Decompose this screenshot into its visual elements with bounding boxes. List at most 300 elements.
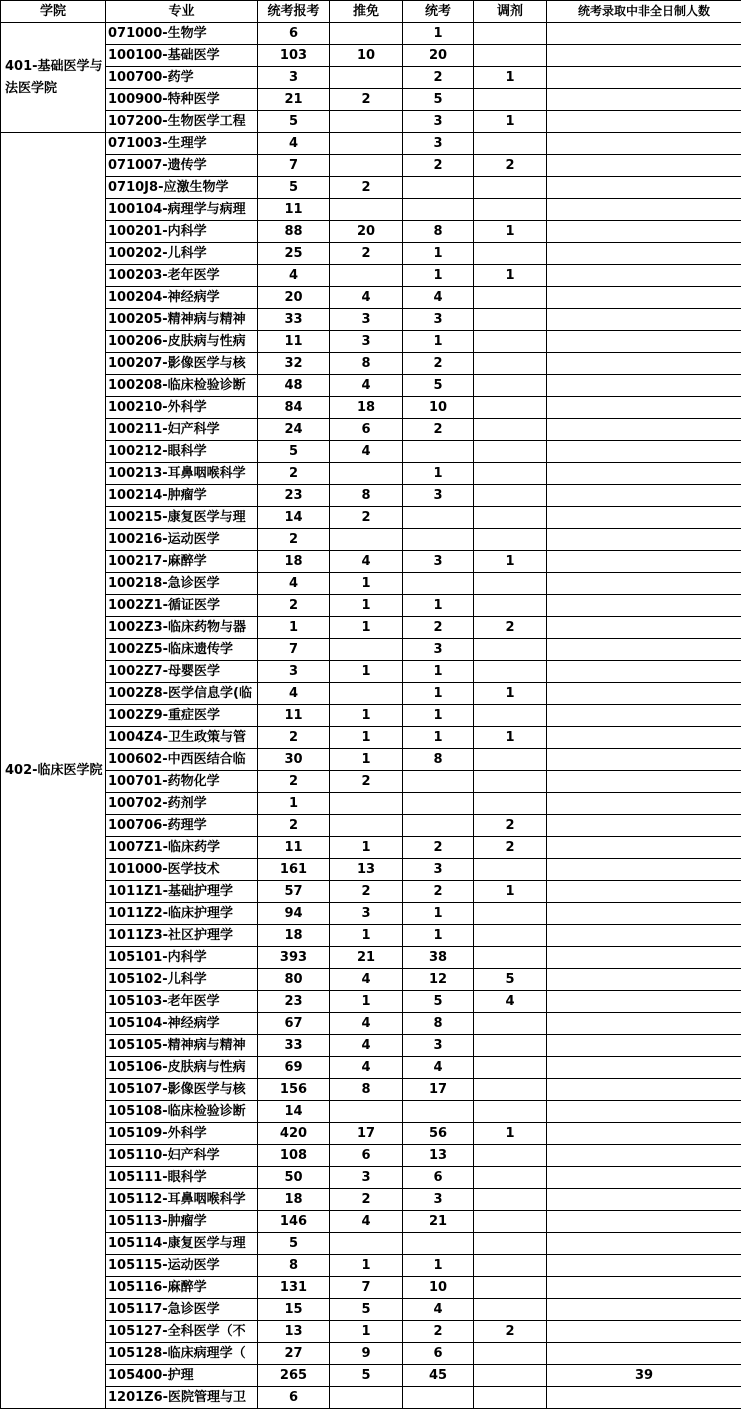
table-row: [1, 353, 741, 375]
cell-exam-applicants: 30: [258, 749, 330, 771]
cell-exam-applicants: 25: [258, 243, 330, 265]
cell-transfer: [474, 463, 547, 485]
cell-transfer: 2: [474, 155, 547, 177]
table-row: [1, 155, 741, 177]
cell-major: 100701-药物化学: [106, 771, 258, 793]
cell-exam-admitted: 6: [403, 1167, 474, 1189]
cell-recommended: 4: [330, 551, 403, 573]
table-row: [1, 529, 741, 551]
cell-part-time: [547, 23, 741, 45]
cell-recommended: [330, 463, 403, 485]
table-row: [1, 67, 741, 89]
cell-part-time: [547, 287, 741, 309]
table-row: [1, 837, 741, 859]
table-row: [1, 573, 741, 595]
cell-part-time: [547, 837, 741, 859]
cell-major: 105103-老年医学: [106, 991, 258, 1013]
cell-part-time: 39: [547, 1365, 741, 1387]
cell-part-time: [547, 727, 741, 749]
cell-exam-admitted: [403, 1387, 474, 1409]
cell-transfer: [474, 507, 547, 529]
cell-exam-admitted: 2: [403, 419, 474, 441]
cell-recommended: [330, 529, 403, 551]
cell-part-time: [547, 221, 741, 243]
cell-exam-admitted: [403, 529, 474, 551]
cell-recommended: 4: [330, 441, 403, 463]
cell-major: 105110-妇产科学: [106, 1145, 258, 1167]
table-row: [1, 309, 741, 331]
cell-exam-applicants: 5: [258, 111, 330, 133]
cell-major: 105101-内科学: [106, 947, 258, 969]
cell-transfer: 4: [474, 991, 547, 1013]
table-row: [1, 595, 741, 617]
cell-recommended: 4: [330, 969, 403, 991]
cell-exam-applicants: 1: [258, 793, 330, 815]
cell-major: 105111-眼科学: [106, 1167, 258, 1189]
cell-major: 105104-神经病学: [106, 1013, 258, 1035]
cell-exam-applicants: 6: [258, 1387, 330, 1409]
cell-major: 100206-皮肤病与性病: [106, 331, 258, 353]
cell-recommended: [330, 683, 403, 705]
cell-recommended: 13: [330, 859, 403, 881]
cell-major: 100706-药理学: [106, 815, 258, 837]
table-row: [1, 133, 741, 155]
cell-recommended: 4: [330, 375, 403, 397]
table-row: [1, 375, 741, 397]
cell-exam-admitted: 3: [403, 859, 474, 881]
cell-part-time: [547, 815, 741, 837]
cell-exam-admitted: 3: [403, 309, 474, 331]
cell-recommended: 8: [330, 353, 403, 375]
cell-recommended: 2: [330, 1189, 403, 1211]
table-row: [1, 397, 741, 419]
cell-part-time: [547, 1079, 741, 1101]
cell-recommended: 4: [330, 287, 403, 309]
cell-exam-admitted: 1: [403, 595, 474, 617]
cell-transfer: [474, 771, 547, 793]
cell-transfer: [474, 1167, 547, 1189]
cell-exam-applicants: 23: [258, 991, 330, 1013]
cell-exam-admitted: 6: [403, 1343, 474, 1365]
cell-transfer: [474, 331, 547, 353]
cell-part-time: [547, 265, 741, 287]
cell-part-time: [547, 705, 741, 727]
header-transfer: 调剂: [474, 1, 547, 23]
cell-major: 1004Z4-卫生政策与管: [106, 727, 258, 749]
cell-recommended: 5: [330, 1299, 403, 1321]
cell-exam-applicants: 21: [258, 89, 330, 111]
cell-part-time: [547, 309, 741, 331]
cell-part-time: [547, 771, 741, 793]
cell-exam-applicants: 14: [258, 1101, 330, 1123]
cell-part-time: [547, 1101, 741, 1123]
cell-major: 0710J8-应激生物学: [106, 177, 258, 199]
cell-exam-applicants: 11: [258, 331, 330, 353]
cell-part-time: [547, 749, 741, 771]
cell-exam-applicants: 161: [258, 859, 330, 881]
cell-transfer: 2: [474, 837, 547, 859]
cell-exam-admitted: [403, 177, 474, 199]
cell-recommended: 1: [330, 617, 403, 639]
cell-exam-applicants: 33: [258, 1035, 330, 1057]
cell-exam-admitted: 1: [403, 661, 474, 683]
cell-transfer: [474, 45, 547, 67]
cell-major: 105114-康复医学与理: [106, 1233, 258, 1255]
cell-part-time: [547, 133, 741, 155]
cell-recommended: 1: [330, 991, 403, 1013]
cell-recommended: [330, 133, 403, 155]
cell-exam-admitted: 1: [403, 1255, 474, 1277]
cell-part-time: [547, 397, 741, 419]
cell-exam-applicants: 5: [258, 441, 330, 463]
table-row: [1, 1321, 741, 1343]
cell-transfer: [474, 859, 547, 881]
cell-exam-applicants: 32: [258, 353, 330, 375]
cell-recommended: 20: [330, 221, 403, 243]
cell-recommended: 17: [330, 1123, 403, 1145]
cell-exam-applicants: 2: [258, 463, 330, 485]
table-row: [1, 1387, 741, 1409]
cell-exam-applicants: 14: [258, 507, 330, 529]
cell-major: 100213-耳鼻咽喉科学: [106, 463, 258, 485]
cell-exam-admitted: [403, 1233, 474, 1255]
cell-major: 100216-运动医学: [106, 529, 258, 551]
cell-transfer: [474, 573, 547, 595]
cell-part-time: [547, 243, 741, 265]
table-row: [1, 683, 741, 705]
cell-part-time: [547, 991, 741, 1013]
cell-transfer: [474, 89, 547, 111]
cell-part-time: [547, 155, 741, 177]
cell-exam-applicants: 88: [258, 221, 330, 243]
cell-transfer: 1: [474, 265, 547, 287]
table-row: [1, 551, 741, 573]
table-row: [1, 881, 741, 903]
cell-exam-applicants: 67: [258, 1013, 330, 1035]
cell-part-time: [547, 1233, 741, 1255]
table-body: [1, 23, 741, 1409]
cell-exam-applicants: 146: [258, 1211, 330, 1233]
cell-exam-applicants: 18: [258, 925, 330, 947]
cell-exam-admitted: [403, 441, 474, 463]
cell-exam-admitted: 3: [403, 1189, 474, 1211]
header-exam-admitted: 统考: [403, 1, 474, 23]
cell-major: 100210-外科学: [106, 397, 258, 419]
cell-exam-applicants: 23: [258, 485, 330, 507]
cell-exam-applicants: 393: [258, 947, 330, 969]
cell-major: 100104-病理学与病理: [106, 199, 258, 221]
cell-exam-admitted: [403, 793, 474, 815]
table-row: [1, 969, 741, 991]
cell-major: 105400-护理: [106, 1365, 258, 1387]
table-row: [1, 1101, 741, 1123]
cell-transfer: [474, 1079, 547, 1101]
cell-part-time: [547, 1299, 741, 1321]
cell-exam-applicants: 2: [258, 727, 330, 749]
table-row: [1, 1299, 741, 1321]
cell-part-time: [547, 353, 741, 375]
cell-exam-admitted: [403, 199, 474, 221]
cell-exam-applicants: 94: [258, 903, 330, 925]
cell-major: 105112-耳鼻咽喉科学: [106, 1189, 258, 1211]
cell-major: 100208-临床检验诊断: [106, 375, 258, 397]
cell-major: 1011Z1-基础护理学: [106, 881, 258, 903]
table-row: [1, 815, 741, 837]
cell-exam-applicants: 131: [258, 1277, 330, 1299]
cell-major: 100702-药剂学: [106, 793, 258, 815]
cell-recommended: 3: [330, 1167, 403, 1189]
table-row: [1, 661, 741, 683]
cell-exam-applicants: 2: [258, 595, 330, 617]
cell-exam-admitted: 8: [403, 749, 474, 771]
cell-part-time: [547, 177, 741, 199]
cell-part-time: [547, 1321, 741, 1343]
cell-exam-admitted: 56: [403, 1123, 474, 1145]
table-row: [1, 441, 741, 463]
table-row: [1, 177, 741, 199]
cell-major: 105113-肿瘤学: [106, 1211, 258, 1233]
cell-part-time: [547, 45, 741, 67]
cell-major: 100205-精神病与精神: [106, 309, 258, 331]
cell-major: 1002Z3-临床药物与器: [106, 617, 258, 639]
cell-transfer: [474, 1365, 547, 1387]
cell-exam-admitted: 13: [403, 1145, 474, 1167]
cell-exam-admitted: 3: [403, 551, 474, 573]
cell-transfer: 1: [474, 221, 547, 243]
cell-part-time: [547, 441, 741, 463]
cell-exam-applicants: 2: [258, 815, 330, 837]
table-row: [1, 793, 741, 815]
cell-recommended: [330, 265, 403, 287]
cell-recommended: 2: [330, 243, 403, 265]
table-row: [1, 1343, 741, 1365]
cell-exam-applicants: 11: [258, 705, 330, 727]
cell-transfer: [474, 1233, 547, 1255]
cell-major: 101000-医学技术: [106, 859, 258, 881]
cell-major: 105107-影像医学与核: [106, 1079, 258, 1101]
cell-transfer: [474, 353, 547, 375]
cell-part-time: [547, 199, 741, 221]
cell-exam-applicants: 103: [258, 45, 330, 67]
cell-exam-admitted: 3: [403, 1035, 474, 1057]
table-row: [1, 991, 741, 1013]
cell-recommended: 6: [330, 1145, 403, 1167]
cell-recommended: 9: [330, 1343, 403, 1365]
cell-major: 100201-内科学: [106, 221, 258, 243]
cell-major: 100202-儿科学: [106, 243, 258, 265]
cell-recommended: 4: [330, 1035, 403, 1057]
cell-transfer: [474, 1057, 547, 1079]
header-recommended: 推免: [330, 1, 403, 23]
cell-major: 100204-神经病学: [106, 287, 258, 309]
cell-exam-applicants: 4: [258, 265, 330, 287]
cell-recommended: 1: [330, 573, 403, 595]
header-major: 专业: [106, 1, 258, 23]
cell-transfer: [474, 1101, 547, 1123]
cell-exam-admitted: 4: [403, 1057, 474, 1079]
cell-transfer: 1: [474, 67, 547, 89]
cell-part-time: [547, 639, 741, 661]
cell-transfer: 1: [474, 1123, 547, 1145]
cell-exam-admitted: 12: [403, 969, 474, 991]
cell-exam-applicants: 3: [258, 661, 330, 683]
cell-part-time: [547, 1145, 741, 1167]
cell-exam-admitted: 1: [403, 265, 474, 287]
cell-exam-admitted: 2: [403, 1321, 474, 1343]
table-row: [1, 1079, 741, 1101]
cell-exam-admitted: 38: [403, 947, 474, 969]
cell-transfer: [474, 1277, 547, 1299]
table-row: [1, 749, 741, 771]
cell-major: 100217-麻醉学: [106, 551, 258, 573]
cell-part-time: [547, 573, 741, 595]
cell-exam-admitted: 1: [403, 331, 474, 353]
cell-exam-applicants: 33: [258, 309, 330, 331]
cell-part-time: [547, 969, 741, 991]
cell-recommended: [330, 793, 403, 815]
table-row: [1, 199, 741, 221]
cell-major: 100700-药学: [106, 67, 258, 89]
cell-exam-admitted: 4: [403, 1299, 474, 1321]
cell-exam-admitted: 1: [403, 243, 474, 265]
cell-exam-admitted: 1: [403, 705, 474, 727]
cell-recommended: 10: [330, 45, 403, 67]
cell-part-time: [547, 1123, 741, 1145]
table-row: [1, 1189, 741, 1211]
cell-transfer: [474, 1145, 547, 1167]
cell-exam-admitted: 21: [403, 1211, 474, 1233]
cell-transfer: [474, 661, 547, 683]
cell-part-time: [547, 617, 741, 639]
table-row: [1, 1035, 741, 1057]
cell-exam-admitted: 8: [403, 1013, 474, 1035]
cell-major: 105127-全科医学（不: [106, 1321, 258, 1343]
cell-major: 105128-临床病理学（: [106, 1343, 258, 1365]
cell-recommended: 8: [330, 485, 403, 507]
cell-exam-admitted: 1: [403, 463, 474, 485]
cell-transfer: [474, 485, 547, 507]
cell-part-time: [547, 485, 741, 507]
cell-recommended: 1: [330, 595, 403, 617]
cell-exam-applicants: 50: [258, 1167, 330, 1189]
cell-recommended: [330, 1233, 403, 1255]
cell-part-time: [547, 375, 741, 397]
cell-transfer: [474, 1343, 547, 1365]
cell-transfer: 1: [474, 727, 547, 749]
cell-exam-admitted: 1: [403, 903, 474, 925]
cell-recommended: 4: [330, 1013, 403, 1035]
cell-recommended: 18: [330, 397, 403, 419]
cell-major: 105115-运动医学: [106, 1255, 258, 1277]
cell-part-time: [547, 67, 741, 89]
cell-part-time: [547, 529, 741, 551]
cell-transfer: [474, 749, 547, 771]
cell-exam-applicants: 265: [258, 1365, 330, 1387]
cell-major: 105116-麻醉学: [106, 1277, 258, 1299]
table-row: [1, 1277, 741, 1299]
cell-major: 1002Z1-循证医学: [106, 595, 258, 617]
cell-exam-applicants: 20: [258, 287, 330, 309]
cell-exam-applicants: 4: [258, 573, 330, 595]
cell-recommended: 1: [330, 1321, 403, 1343]
cell-major: 100212-眼科学: [106, 441, 258, 463]
cell-exam-admitted: 17: [403, 1079, 474, 1101]
table-row: [1, 89, 741, 111]
cell-recommended: 1: [330, 1255, 403, 1277]
cell-transfer: [474, 903, 547, 925]
cell-exam-admitted: 2: [403, 155, 474, 177]
cell-recommended: [330, 1101, 403, 1123]
cell-major: 100218-急诊医学: [106, 573, 258, 595]
cell-transfer: 5: [474, 969, 547, 991]
cell-recommended: 1: [330, 925, 403, 947]
cell-transfer: [474, 925, 547, 947]
cell-recommended: [330, 23, 403, 45]
cell-exam-applicants: 13: [258, 1321, 330, 1343]
cell-major: 1002Z8-医学信息学(临: [106, 683, 258, 705]
cell-exam-admitted: 1: [403, 925, 474, 947]
cell-part-time: [547, 1057, 741, 1079]
cell-recommended: 3: [330, 309, 403, 331]
cell-transfer: [474, 397, 547, 419]
cell-part-time: [547, 419, 741, 441]
cell-exam-admitted: [403, 507, 474, 529]
cell-exam-applicants: 3: [258, 67, 330, 89]
cell-recommended: 6: [330, 419, 403, 441]
cell-exam-admitted: 1: [403, 23, 474, 45]
cell-part-time: [547, 331, 741, 353]
cell-exam-admitted: [403, 573, 474, 595]
cell-major: 100900-特种医学: [106, 89, 258, 111]
cell-part-time: [547, 1167, 741, 1189]
cell-part-time: [547, 859, 741, 881]
table-row: [1, 727, 741, 749]
cell-major: 100215-康复医学与理: [106, 507, 258, 529]
cell-transfer: [474, 419, 547, 441]
cell-recommended: [330, 1387, 403, 1409]
cell-exam-applicants: 108: [258, 1145, 330, 1167]
cell-major: 100207-影像医学与核: [106, 353, 258, 375]
cell-part-time: [547, 903, 741, 925]
cell-exam-applicants: 80: [258, 969, 330, 991]
cell-recommended: [330, 67, 403, 89]
cell-part-time: [547, 661, 741, 683]
table-row: [1, 507, 741, 529]
cell-transfer: [474, 705, 547, 727]
cell-exam-admitted: 3: [403, 111, 474, 133]
table-row: [1, 243, 741, 265]
cell-part-time: [547, 1277, 741, 1299]
cell-exam-admitted: 3: [403, 639, 474, 661]
cell-exam-admitted: 2: [403, 881, 474, 903]
cell-exam-admitted: 4: [403, 287, 474, 309]
cell-recommended: 2: [330, 177, 403, 199]
cell-major: 105109-外科学: [106, 1123, 258, 1145]
table-row: [1, 111, 741, 133]
cell-recommended: 1: [330, 727, 403, 749]
cell-major: 100100-基础医学: [106, 45, 258, 67]
cell-recommended: 8: [330, 1079, 403, 1101]
cell-college: 402-临床医学院: [1, 133, 106, 1409]
table-row: [1, 419, 741, 441]
cell-transfer: [474, 1013, 547, 1035]
cell-exam-applicants: 11: [258, 199, 330, 221]
cell-exam-applicants: 24: [258, 419, 330, 441]
cell-part-time: [547, 595, 741, 617]
cell-transfer: [474, 309, 547, 331]
cell-major: 105102-儿科学: [106, 969, 258, 991]
cell-part-time: [547, 683, 741, 705]
